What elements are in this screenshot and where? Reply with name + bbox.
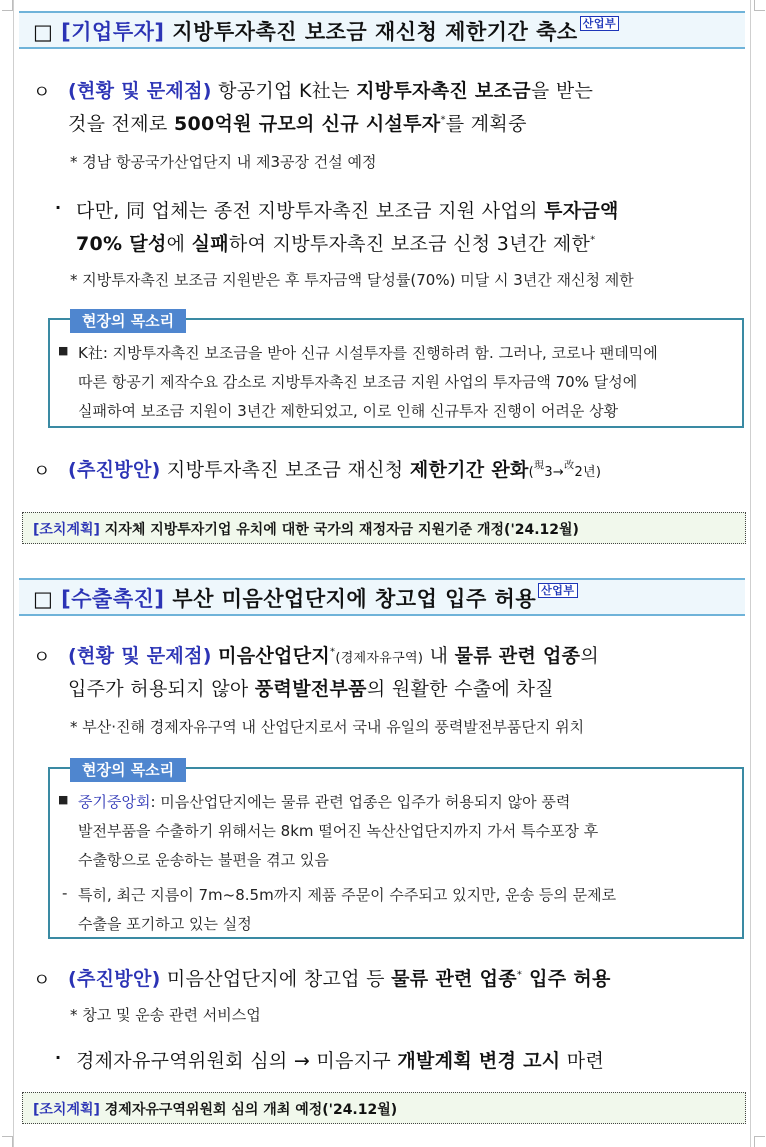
text: 을 받는 xyxy=(530,80,594,102)
corner-mark xyxy=(754,1136,765,1147)
text: 의 원활한 수출에 차질 xyxy=(366,678,554,700)
text-bold: 실패 xyxy=(191,233,229,255)
bullet-dot: · xyxy=(55,198,62,217)
status-line-1 xyxy=(68,76,593,103)
text-bold: 제한기간 완화 xyxy=(409,459,529,481)
checkbox-marker: □ xyxy=(33,20,54,44)
section-header xyxy=(19,578,745,616)
footnote: * 지방투자촉진 보조금 지원받은 후 투자금액 달성률(70%) 미달 시 3년간 재신청 제한 xyxy=(70,271,634,289)
voice-line: 따른 항공기 제작수요 감소로 지방투자촉진 보조금 지원 사업의 투자금액 70% 달성에 xyxy=(78,373,638,391)
action-plan-label: [조치계획] xyxy=(33,1102,100,1118)
bullet-circle: ㅇ xyxy=(33,647,51,668)
section-header xyxy=(19,11,745,49)
text: (경제자유구역) xyxy=(335,651,424,666)
text: 를 계획중 xyxy=(445,113,527,135)
text: 입주가 허용되지 않아 xyxy=(68,678,255,700)
page-left-border xyxy=(13,0,14,1147)
bullet-circle: ㅇ xyxy=(33,461,51,482)
voice-line: 특히, 최근 지름이 7m~8.5m까지 제품 주문이 수주되고 있지만, 운송 등의 문제로 xyxy=(78,886,617,904)
footnote: * 창고 및 운송 관련 서비스업 xyxy=(70,1006,261,1024)
bullet-circle: ㅇ xyxy=(33,82,51,103)
text: 미음산업단지에 창고업 등 xyxy=(160,968,392,990)
voice-line: K社: 지방투자촉진 보조금을 받아 신규 시설투자를 진행하려 함. 그러나, 코로나 팬데믹에 xyxy=(78,344,658,362)
action-plan-content: 경제자유구역위원회 심의 개최 예정('24.12월) xyxy=(104,1102,398,1118)
text-bold: 70% 달성 xyxy=(76,233,167,255)
voice-line xyxy=(78,791,570,812)
plan-line xyxy=(68,455,601,482)
status-line-2 xyxy=(68,109,527,136)
text: 의 xyxy=(580,645,599,667)
status-tag: (현황 및 문제점) xyxy=(68,80,212,102)
field-voice-label: 현장의 목소리 xyxy=(70,309,186,333)
field-voice-label: 현장의 목소리 xyxy=(70,758,186,782)
text-small: 改 xyxy=(564,460,575,472)
action-plan-box xyxy=(22,512,746,544)
sub-line-2 xyxy=(76,229,595,256)
section-title-text: 부산 미음산업단지에 창고업 입주 허용 xyxy=(172,587,537,611)
text: 항공기업 K社는 xyxy=(211,80,357,102)
footnote-mark: * xyxy=(590,234,596,246)
text: 지방투자촉진 보조금 재신청 xyxy=(160,459,410,481)
section-title-text: 지방투자촉진 보조금 재신청 제한기간 축소 xyxy=(172,20,578,44)
section-category: [수출촉진] xyxy=(61,587,165,611)
text-bold: 투자금액 xyxy=(544,200,619,222)
text: 내 xyxy=(423,645,455,667)
text: 에 xyxy=(166,233,192,255)
text-bold: 500억원 규모의 신규 시설투자 xyxy=(173,113,441,135)
action-plan-label: [조치계획] xyxy=(33,522,100,538)
footnote-mark: * xyxy=(330,646,336,658)
footnote: * 부산·진해 경제자유구역 내 산업단지로서 국내 유일의 풍력발전부품단지 위치 xyxy=(70,718,585,736)
text: 경제자유구역위원회 심의 → 미음지구 xyxy=(76,1050,398,1072)
voice-line: 수출을 포기하고 있는 실정 xyxy=(78,915,252,933)
footnote-mark: * xyxy=(440,114,446,126)
section-title xyxy=(33,583,578,613)
voice-line: 실패하여 보조금 지원이 3년간 제한되었고, 이로 인해 신규투자 진행이 어려운 상황 xyxy=(78,402,619,420)
plan-line xyxy=(68,964,611,991)
corner-mark xyxy=(2,1136,13,1147)
text-bold: 풍력발전부품 xyxy=(254,678,367,700)
action-plan-text xyxy=(33,519,579,539)
voice-line: 수출항으로 운송하는 불편을 겪고 있음 xyxy=(78,851,329,869)
action-plan-text xyxy=(33,1099,397,1119)
page-right-border xyxy=(750,0,751,1147)
plan-tag: (추진방안) xyxy=(68,459,161,481)
ministry-badge: 산업부 xyxy=(538,583,577,598)
text: 하여 지방투자촉진 보조금 신청 3년간 제한 xyxy=(228,233,591,255)
ministry-badge: 산업부 xyxy=(580,16,619,31)
text-bold: 지방투자촉진 보조금 xyxy=(356,80,531,102)
text: 3 xyxy=(544,465,553,480)
text: ( xyxy=(528,465,535,480)
text-bold: 미음산업단지 xyxy=(218,645,331,667)
footnote-mark: * xyxy=(516,969,523,981)
org-name: 중기중앙회 xyxy=(78,793,151,811)
sub-line-1 xyxy=(76,196,619,223)
section-category: [기업투자] xyxy=(61,20,165,44)
action-plan-box xyxy=(22,1092,746,1124)
status-line-1 xyxy=(68,641,599,668)
text-bold: 개발계획 변경 고시 xyxy=(397,1050,561,1072)
text: : 미음산업단지에는 물류 관련 업종은 입주가 허용되지 않아 풍력 xyxy=(150,793,571,811)
dash-bullet: - xyxy=(62,884,68,902)
status-line-2 xyxy=(68,674,554,701)
section-title xyxy=(33,16,619,46)
bullet-dot: · xyxy=(55,1048,62,1067)
bullet-circle: ㅇ xyxy=(33,970,51,991)
sub-line xyxy=(76,1046,604,1073)
text: 것을 전제로 xyxy=(68,113,174,135)
corner-mark xyxy=(754,0,765,11)
action-plan-content: 지자체 지방투자기업 유치에 대한 국가의 재정자금 지원기준 개정('24.12월) xyxy=(104,522,579,538)
text-bold: 물류 관련 업종 xyxy=(454,645,581,667)
text: 2년) xyxy=(574,465,602,480)
voice-line: 발전부품을 수출하기 위해서는 8km 떨어진 녹산산업단지까지 가서 특수포장 후 xyxy=(78,822,599,840)
status-tag: (현황 및 문제점) xyxy=(68,645,212,667)
square-bullet: ■ xyxy=(58,793,69,806)
footnote: * 경남 항공국가산업단지 내 제3공장 건설 예정 xyxy=(70,153,377,171)
plan-tag: (추진방안) xyxy=(68,968,161,990)
text: 마련 xyxy=(560,1050,605,1072)
checkbox-marker: □ xyxy=(33,587,54,611)
corner-mark xyxy=(2,0,13,11)
text-bold: 물류 관련 업종 xyxy=(391,968,517,990)
arrow-icon: → xyxy=(552,465,565,480)
text-small: 現 xyxy=(534,460,545,472)
text-bold: 입주 허용 xyxy=(522,968,611,990)
square-bullet: ■ xyxy=(58,344,69,357)
text: 다만, 同 업체는 종전 지방투자촉진 보조금 지원 사업의 xyxy=(76,200,545,222)
